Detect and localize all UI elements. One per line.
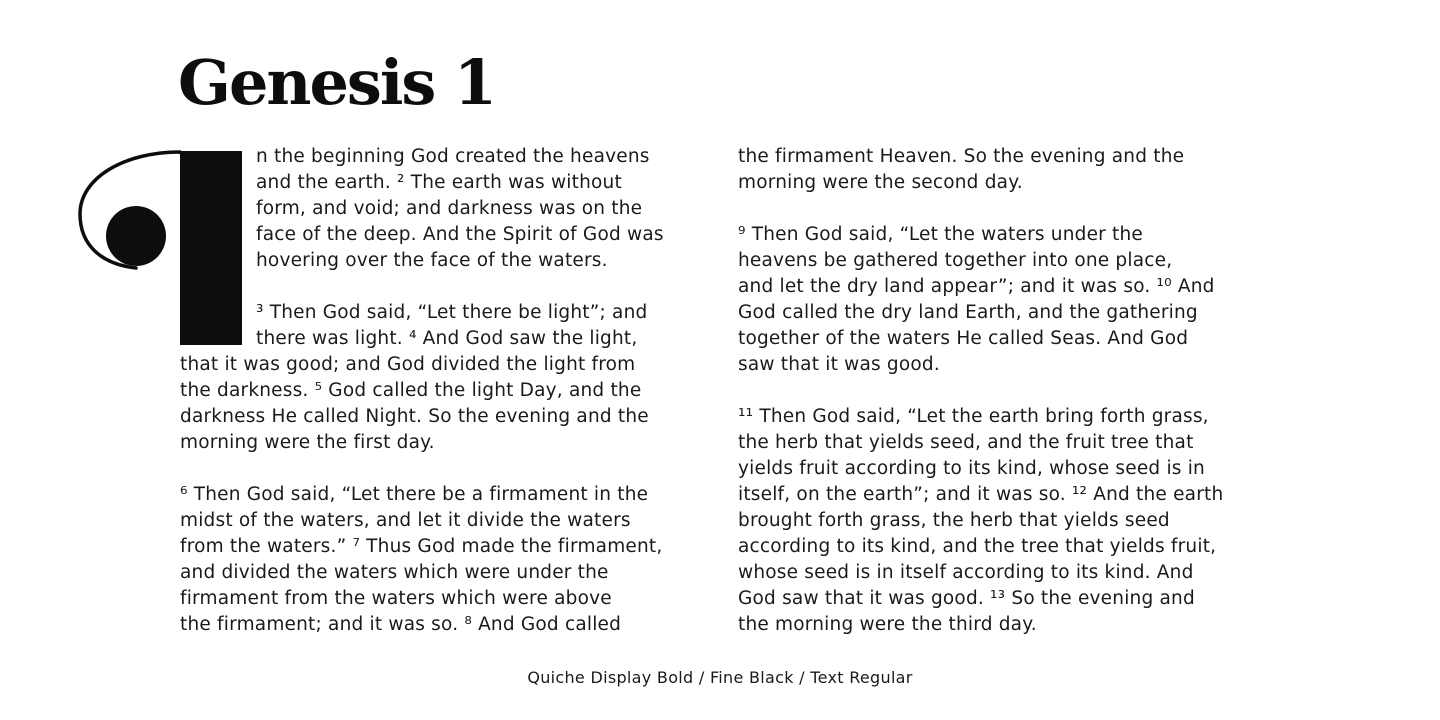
text-line: itself, on the earth”; and it was so. ¹² And the earth	[738, 484, 1224, 505]
paragraph-break	[738, 196, 1278, 222]
text-line: from the waters.” ⁷ Thus God made the firmament,	[180, 536, 663, 557]
paragraph-break	[180, 274, 710, 300]
text-line: the firmament Heaven. So the evening and the	[738, 146, 1185, 167]
text-line: heavens be gathered together into one place,	[738, 250, 1173, 271]
text-line: that it was good; and God divided the light from	[180, 354, 636, 375]
text-line: ¹¹ Then God said, “Let the earth bring forth grass,	[738, 406, 1209, 427]
text-line: brought forth grass, the herb that yields seed	[738, 510, 1170, 531]
right-column	[738, 144, 1278, 638]
text-line: the darkness. ⁵ God called the light Day, and the	[180, 380, 642, 401]
text-line: morning were the first day.	[180, 432, 435, 453]
text-line: hovering over the face of the waters.	[256, 250, 608, 271]
text-line: ⁹ Then God said, “Let the waters under the	[738, 224, 1144, 245]
text-line: ³ Then God said, “Let there be light”; and	[256, 302, 648, 323]
text-line: morning were the second day.	[738, 172, 1023, 193]
page-title: Genesis 1	[178, 46, 496, 119]
paragraph-break	[180, 456, 710, 482]
text-line: and divided the waters which were under the	[180, 562, 609, 583]
text-line: together of the waters He called Seas. And God	[738, 328, 1189, 349]
text-line: form, and void; and darkness was on the	[256, 198, 643, 219]
font-caption: Quiche Display Bold / Fine Black / Text Regular	[527, 668, 913, 687]
text-line: and the earth. ² The earth was without	[256, 172, 622, 193]
text-line: n the beginning God created the heavens	[256, 146, 650, 167]
text-line: midst of the waters, and let it divide the waters	[180, 510, 631, 531]
text-line: and let the dry land appear”; and it was so. ¹⁰ And	[738, 276, 1215, 297]
text-line: face of the deep. And the Spirit of God was	[256, 224, 664, 245]
left-column	[180, 144, 710, 638]
text-line: yields fruit according to its kind, whose seed is in	[738, 458, 1205, 479]
text-line: whose seed is in itself according to its kind. And	[738, 562, 1194, 583]
text-line: firmament from the waters which were above	[180, 588, 612, 609]
text-line: the morning were the third day.	[738, 614, 1037, 635]
text-line: ⁶ Then God said, “Let there be a firmament in the	[180, 484, 649, 505]
paragraph-break	[738, 378, 1278, 404]
text-line: saw that it was good.	[738, 354, 940, 375]
text-line: God saw that it was good. ¹³ So the evening and	[738, 588, 1195, 609]
text-line: darkness He called Night. So the evening and the	[180, 406, 649, 427]
text-line: there was light. ⁴ And God saw the light,	[256, 328, 638, 349]
text-line: according to its kind, and the tree that yields fruit,	[738, 536, 1217, 557]
text-line: God called the dry land Earth, and the gathering	[738, 302, 1198, 323]
text-line: the herb that yields seed, and the fruit tree that	[738, 432, 1194, 453]
text-line: the firmament; and it was so. ⁸ And God called	[180, 614, 622, 635]
